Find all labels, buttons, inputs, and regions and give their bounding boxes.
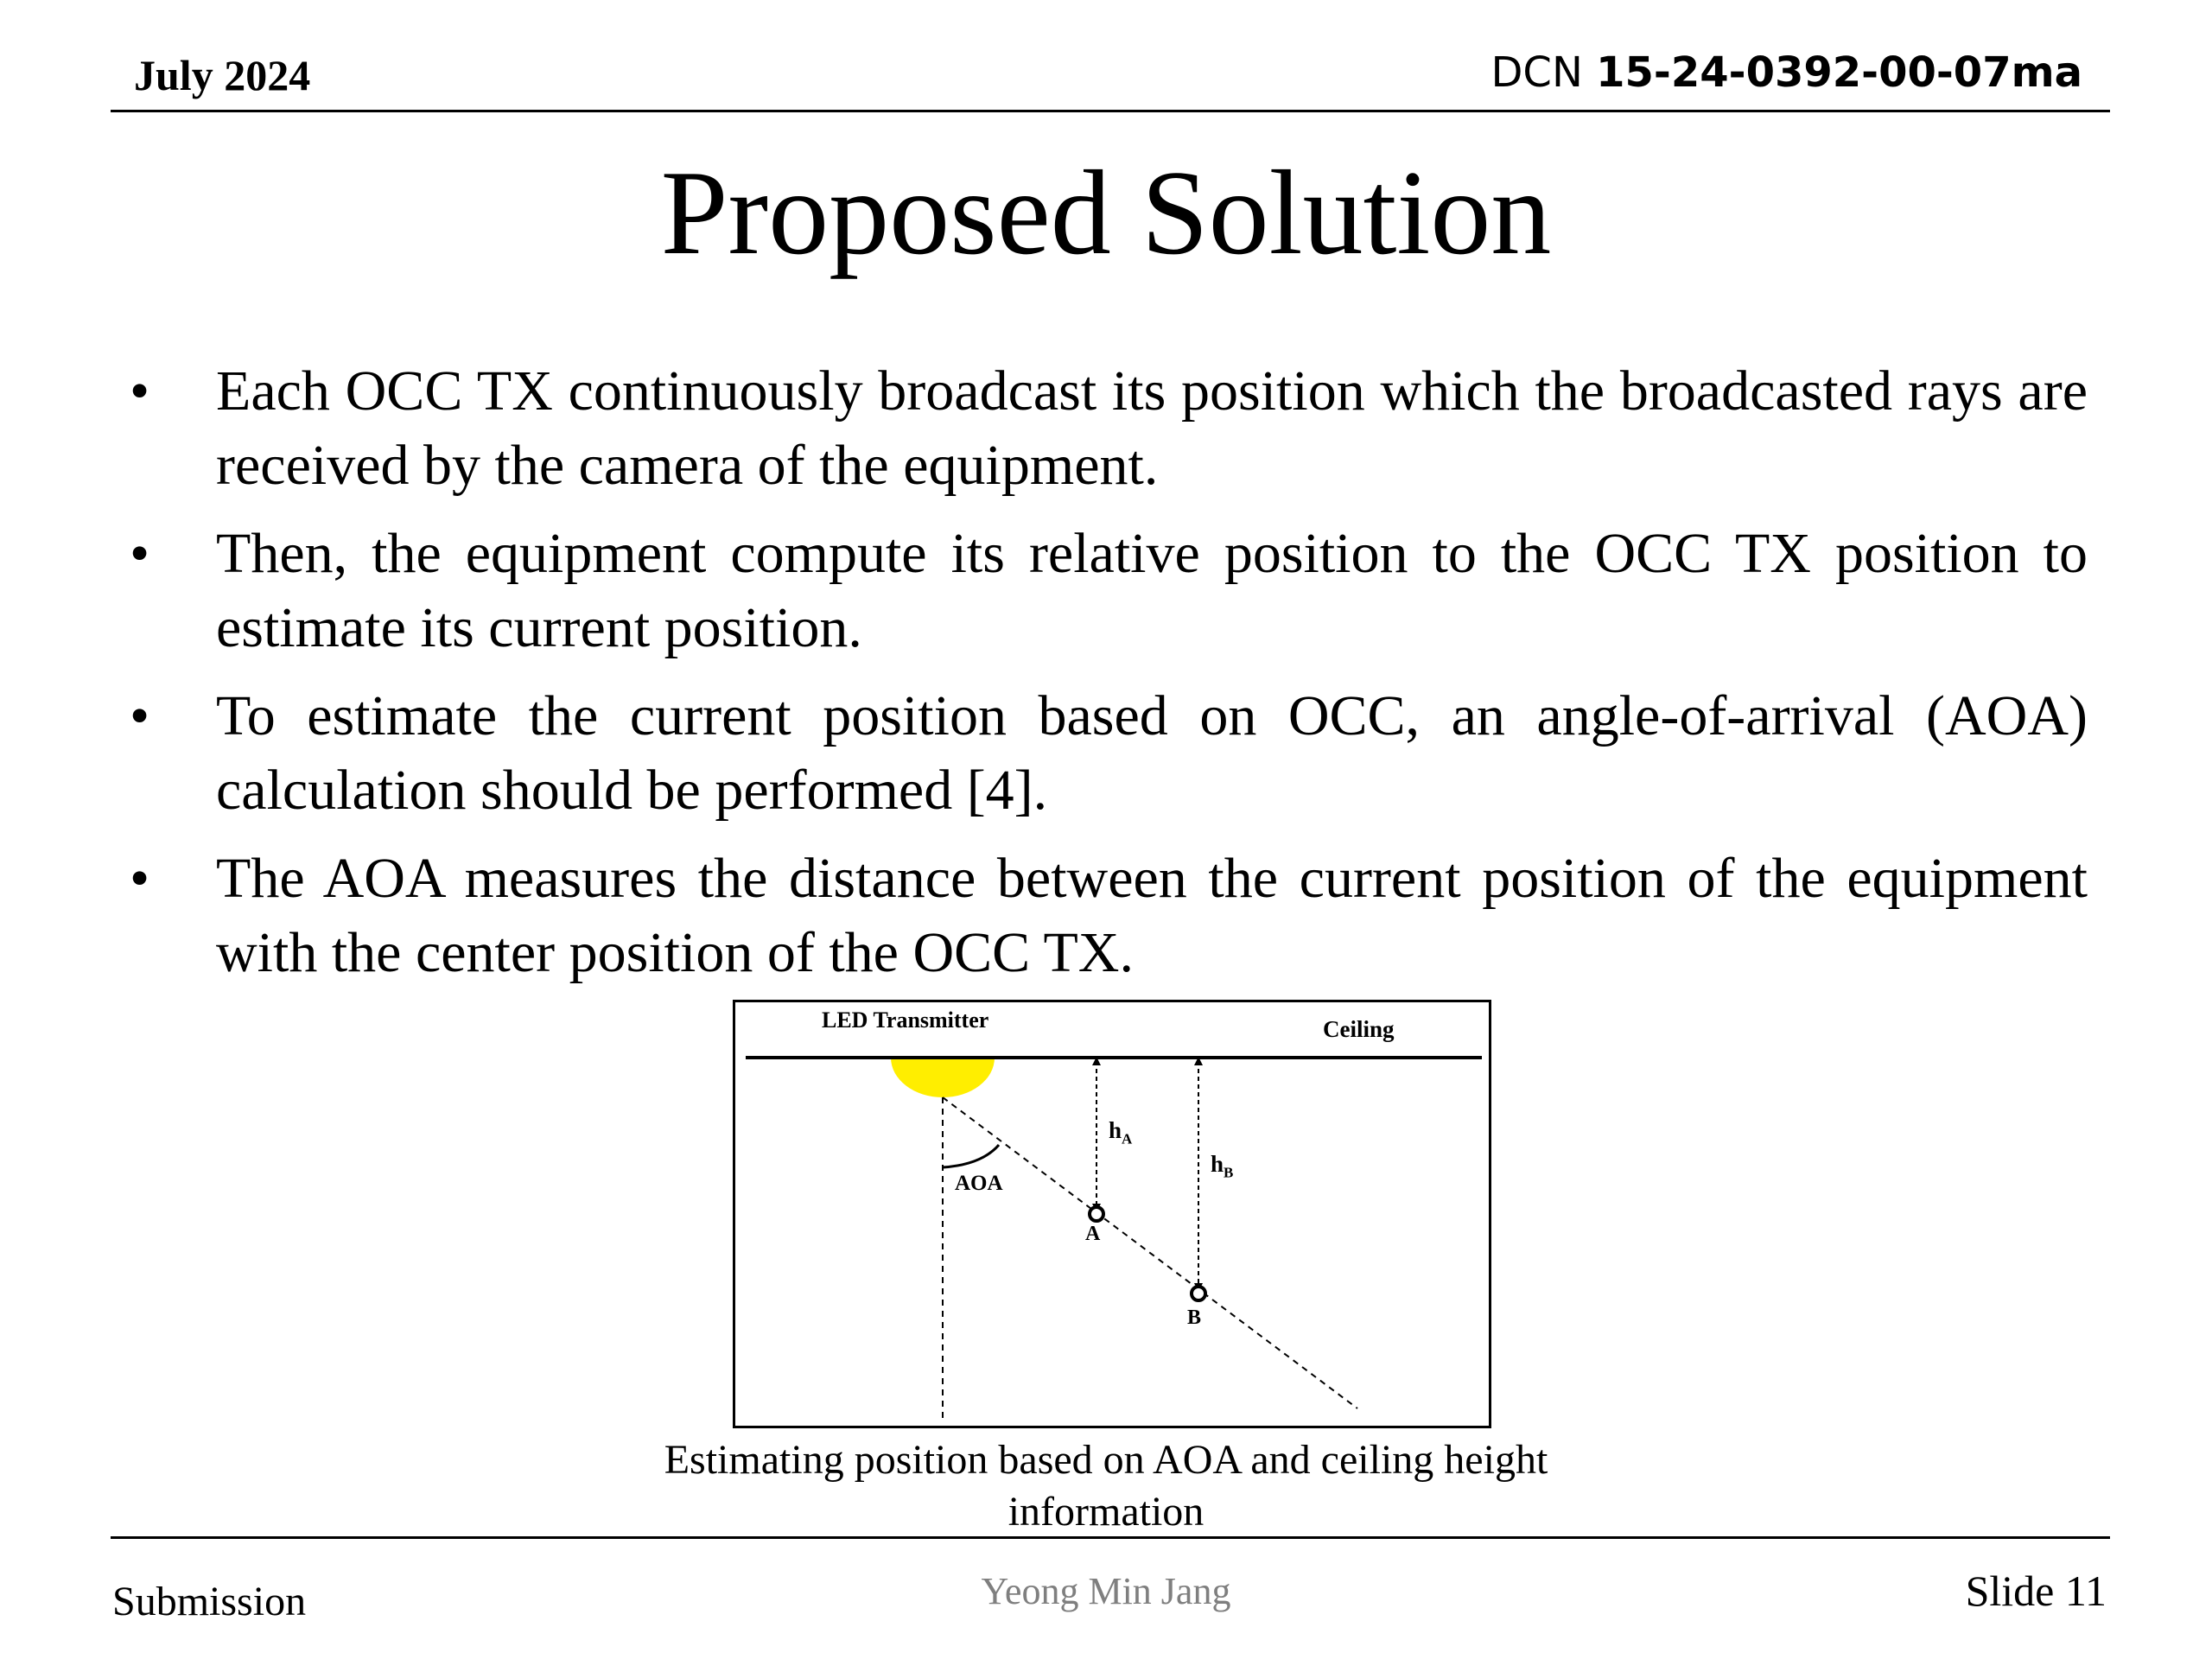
- bullet-list: [130, 354, 2088, 1004]
- height-a-label: $h_A$: [1109, 1117, 1133, 1147]
- aoa-diagram: [733, 1000, 1491, 1428]
- figure-caption: Estimating position based on AOA and ceiling height information: [664, 1437, 1548, 1535]
- bullet-dot: •: [130, 522, 150, 585]
- height-b-label: $h_B$: [1211, 1151, 1234, 1181]
- aoa-diagram-svg: [735, 1002, 1489, 1426]
- bullet-item: [130, 842, 2088, 990]
- bullet-item: [130, 679, 2088, 828]
- footer-slide-number: Slide 11: [1965, 1567, 2107, 1615]
- bullet-dot: •: [130, 847, 150, 910]
- slide-title: Proposed Solution: [660, 146, 1552, 280]
- point-b-label: B: [1187, 1306, 1202, 1329]
- point-a-label: A: [1085, 1223, 1101, 1245]
- aoa-angle-arc: [943, 1145, 999, 1167]
- bullet-item: [130, 517, 2088, 665]
- bullet-text: Then, the equipment compute its relative position to the OCC TX position to estimate its current position.: [216, 522, 2088, 659]
- dcn-prefix: DCN: [1491, 48, 1583, 97]
- header-dcn: [1491, 48, 2082, 97]
- header-date: July 2024: [134, 51, 311, 99]
- point-a-marker: [1090, 1207, 1103, 1221]
- bullet-item: [130, 354, 2088, 503]
- bullet-text: The AOA measures the distance between the current position of the equipment with the center position of the OCC TX.: [216, 847, 2088, 984]
- point-b-marker: [1192, 1287, 1205, 1300]
- bullet-text: Each OCC TX continuously broadcast its position which the broadcasted rays are received by the camera of the equipment.: [216, 359, 2088, 497]
- aoa-label: AOA: [955, 1172, 1003, 1195]
- header-divider: [111, 110, 2110, 112]
- ceiling-label: Ceiling: [1323, 1016, 1395, 1042]
- led-transmitter-icon: [891, 1058, 995, 1097]
- footer-divider: [111, 1536, 2110, 1539]
- aoa-ray-line: [943, 1097, 1357, 1408]
- led-transmitter-label: LED Transmitter: [822, 1007, 989, 1033]
- bullet-dot: •: [130, 359, 150, 423]
- dcn-number: 15-24-0392-00-07ma: [1596, 48, 2082, 97]
- bullet-text: To estimate the current position based on OCC, an angle-of-arrival (AOA) calculation should be performed [4].: [216, 684, 2088, 822]
- footer-submission: Submission: [112, 1579, 307, 1624]
- bullet-dot: •: [130, 684, 150, 747]
- footer-author: Yeong Min Jang: [981, 1570, 1231, 1612]
